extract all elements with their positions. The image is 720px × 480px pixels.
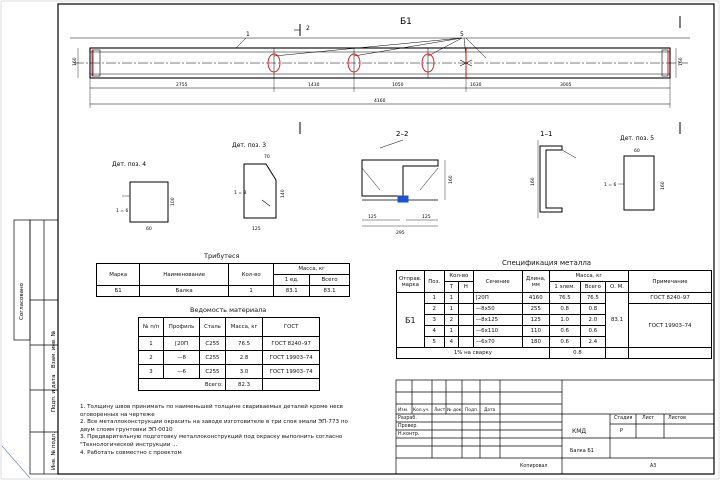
section-2-2 — [362, 140, 445, 226]
cell-total: 82.3 — [225, 379, 262, 391]
det4-title: Дет. поз. 4 — [112, 161, 147, 168]
cell-profile: —8 — [164, 351, 200, 365]
cell-weld: 0.8 — [549, 348, 605, 359]
det4-h: 100 — [171, 197, 176, 206]
table-row — [397, 304, 712, 315]
cell-t: 1 — [444, 326, 458, 337]
beam-elevation — [70, 16, 690, 134]
cell-profile: —6 — [164, 365, 200, 379]
stamp-inventory: Инв. № подл. — [51, 432, 57, 470]
tb-col-doc: № док. — [447, 408, 463, 413]
cell-note: ГОСТ 19903–74 — [629, 304, 712, 348]
note-line: "Технологической инструкции ... — [80, 441, 178, 448]
cell-all: 2.0 — [580, 315, 605, 326]
spec-table — [396, 270, 712, 359]
table-row-weld — [397, 348, 712, 359]
beam-title: Б1 — [400, 17, 412, 27]
cell-gost: ГОСТ 8240–97 — [263, 337, 320, 351]
det4-pos: 1 = 6 — [116, 209, 129, 214]
cell-empty — [606, 348, 629, 359]
callout-5: 5 — [460, 31, 464, 38]
sec11-h: 160 — [531, 177, 536, 186]
general-notes — [80, 404, 348, 457]
table-row — [139, 351, 320, 365]
table-row — [139, 365, 320, 379]
sec22-h: 160 — [449, 175, 454, 184]
callout-1: 1 — [246, 31, 250, 38]
cell-section: —6х110 — [473, 326, 522, 337]
cell-n — [458, 315, 473, 326]
cell-n — [458, 326, 473, 337]
th-qty: Кол-во — [444, 271, 473, 282]
cell-length: 180 — [522, 337, 549, 348]
sec22-left: 125 — [368, 215, 377, 220]
tb-col-sign: Подп. — [465, 408, 479, 413]
th-section: Сечение — [473, 271, 522, 293]
cell-steel: С255 — [200, 337, 226, 351]
cell-pos: 1 — [424, 293, 444, 304]
table-row — [397, 293, 712, 304]
metal-list-header-row — [139, 318, 320, 337]
tb-copied: Копировал — [520, 464, 548, 469]
th-qty: Кол-во — [228, 264, 273, 286]
dim-seg-left: 2755 — [176, 83, 188, 88]
cell-total: 83.1 — [310, 286, 350, 297]
stamp-sign-date: Подп. и дата — [51, 374, 57, 412]
note-line: 2. Все металлоконструкции окрасить на заводе изготовителе в три слоя эмали ЭП-773 по — [80, 419, 348, 426]
cell-length: 4160 — [522, 293, 549, 304]
cell-n: 2 — [139, 351, 164, 365]
section-mark-2: 2 — [306, 25, 310, 32]
detail-pos4 — [122, 182, 168, 222]
cell-weld-label: 1% на сварку — [397, 348, 550, 359]
tb-role-norm: Н.контр. — [398, 432, 420, 437]
th-name: Наименование — [140, 264, 229, 286]
cell-qty: 1 — [228, 286, 273, 297]
cell-all: 76.5 — [580, 293, 605, 304]
dim-seg-b: 1630 — [470, 83, 482, 88]
tb-role-check: Провер. — [398, 424, 418, 429]
cell-mass: 3.0 — [225, 365, 262, 379]
det4-w: 60 — [146, 227, 152, 232]
sec22-w: 295 — [396, 231, 405, 236]
th-mass: Масса, кг — [549, 271, 628, 282]
metal-list-title: Ведомость материала — [190, 306, 267, 314]
sec22-right: 125 — [422, 215, 431, 220]
th-pos: Поз. — [424, 271, 444, 293]
th-om: О. М. — [606, 282, 629, 293]
th-unit: 1 ед. — [274, 275, 310, 286]
th-ship-mark: Отправ. марка — [397, 271, 425, 293]
tributary-header-row — [97, 264, 350, 275]
note-line: 1. Толщину швов принимать по наименьшей толщине свариваемых деталей кроме несв — [80, 404, 343, 410]
table-row — [97, 286, 350, 297]
note-line: оговоренных на чертеже — [80, 411, 155, 418]
th-mark: Марка — [97, 264, 140, 286]
tb-name: Балка Б1 — [570, 448, 594, 454]
sec22-title: 2–2 — [396, 130, 409, 138]
det3-top: 70 — [264, 155, 270, 160]
det3-title: Дет. поз. 3 — [232, 142, 267, 149]
cell-section: —8х50 — [473, 304, 522, 315]
cell-name: Балка — [140, 286, 229, 297]
tb-col-date: Дата — [484, 408, 496, 413]
cell-n: 3 — [139, 365, 164, 379]
cell-mass: 76.5 — [225, 337, 262, 351]
th-t: Т — [444, 282, 458, 293]
dim-seg-a: 1050 — [392, 83, 404, 88]
th-all: Всего — [580, 282, 605, 293]
th-note: Примечание — [629, 271, 712, 293]
detail-pos5 — [618, 156, 654, 210]
cell-n — [458, 337, 473, 348]
cell-n: 1 — [139, 337, 164, 351]
th-mass: Масса, кг — [225, 318, 262, 337]
cell-steel: С255 — [200, 351, 226, 365]
dim-height-right: 160 — [679, 57, 684, 66]
tb-sheet-header: Лист — [642, 416, 655, 421]
cell-note: ГОСТ 8240–97 — [629, 293, 712, 304]
stamp-agreed: Согласовано — [19, 283, 25, 320]
th-n: № п/п — [139, 318, 164, 337]
cell-all: 2.4 — [580, 337, 605, 348]
corner-line — [2, 446, 30, 478]
tb-col-izm: Изм. — [398, 408, 409, 413]
cell-t: 4 — [444, 337, 458, 348]
th-steel: Сталь — [200, 318, 226, 337]
metal-list-table — [138, 317, 320, 391]
th-one: 1 элем. — [549, 282, 580, 293]
cell-total-label: Всего: — [139, 379, 226, 391]
tb-sheets-header: Листов — [668, 416, 686, 421]
tb-stage: Р — [620, 428, 624, 434]
cell-length: 255 — [522, 304, 549, 315]
det5-w: 60 — [634, 149, 640, 154]
cell-one: 0.8 — [549, 304, 580, 315]
det5-title: Дет. поз. 5 — [620, 135, 655, 142]
dim-seg-mid: 1430 — [308, 83, 320, 88]
cell-one: 1.0 — [549, 315, 580, 326]
dim-height-left: 160 — [73, 57, 78, 66]
sec11-title: 1–1 — [540, 130, 553, 138]
table-row-total — [139, 379, 320, 391]
tb-role-dev: Разраб. — [398, 416, 417, 421]
det5-pos: 1 = 6 — [604, 183, 617, 188]
title-block — [396, 380, 714, 474]
cell-section: —8х125 — [473, 315, 522, 326]
th-mass: Масса, кг — [274, 264, 350, 275]
dim-seg-right: 3005 — [560, 83, 572, 88]
detail-pos3 — [244, 164, 276, 218]
cell-mass: 2.8 — [225, 351, 262, 365]
det3-pos: 1 = 8 — [234, 191, 247, 196]
cell-length: 110 — [522, 326, 549, 337]
tb-col-list: Лист — [434, 408, 446, 413]
th-gost: ГОСТ — [263, 318, 320, 337]
cell-length: 125 — [522, 315, 549, 326]
cell-n — [458, 293, 473, 304]
cell-ship-mark: Б1 — [397, 293, 425, 348]
cell-pos: 5 — [424, 337, 444, 348]
tb-code: КМД — [572, 428, 587, 435]
cell-mark: Б1 — [97, 286, 140, 297]
note-line: 3. Предварительную подготовку металлоконструкций под окраску выполнить согласно — [80, 434, 343, 441]
dim-total: 4160 — [374, 99, 386, 104]
tb-format: А3 — [650, 464, 657, 469]
cell-pos: 3 — [424, 315, 444, 326]
cell-steel: С255 — [200, 365, 226, 379]
note-line: двум слоям грунтовки ЭП-0010 — [80, 426, 173, 433]
section-1-1 — [538, 140, 576, 218]
cell-one: 0.6 — [549, 337, 580, 348]
cell-t: 1 — [444, 304, 458, 315]
spec-title: Спецификация металла — [502, 259, 592, 267]
cell-empty — [263, 379, 320, 391]
note-line: 4. Работать совместно с проектом — [80, 449, 182, 456]
tb-stage-header: Стадия — [614, 416, 633, 421]
cell-unit: 83.1 — [274, 286, 310, 297]
th-length: Длина, мм — [522, 271, 549, 293]
cell-profile: [20П — [164, 337, 200, 351]
cell-all: 0.8 — [580, 304, 605, 315]
spec-header-row — [397, 271, 712, 282]
tb-col-kol: Кол.уч. — [413, 408, 430, 413]
cell-gost: ГОСТ 19903–74 — [263, 351, 320, 365]
cell-pos: 2 — [424, 304, 444, 315]
stamp-replaced: Взам. инв. № — [51, 330, 57, 368]
cell-section: —6х70 — [473, 337, 522, 348]
det3-w: 125 — [252, 227, 261, 232]
cell-all: 0.6 — [580, 326, 605, 337]
table-row — [139, 337, 320, 351]
th-profile: Профиль — [164, 318, 200, 337]
cell-n — [458, 304, 473, 315]
cell-gost: ГОСТ 19903–74 — [263, 365, 320, 379]
cell-one: 0.6 — [549, 326, 580, 337]
cell-pos: 4 — [424, 326, 444, 337]
cell-t: 2 — [444, 315, 458, 326]
cell-one: 76.5 — [549, 293, 580, 304]
cell-empty — [629, 348, 712, 359]
tributary-title: Трибутеся — [204, 252, 240, 260]
cell-t: 1 — [444, 293, 458, 304]
cell-section: [20П — [473, 293, 522, 304]
det3-h: 140 — [281, 189, 286, 198]
th-n: Н — [458, 282, 473, 293]
tributary-table — [96, 263, 350, 297]
cell-om: 83.1 — [606, 293, 629, 348]
det5-h: 160 — [661, 181, 666, 190]
th-total: Всего — [310, 275, 350, 286]
